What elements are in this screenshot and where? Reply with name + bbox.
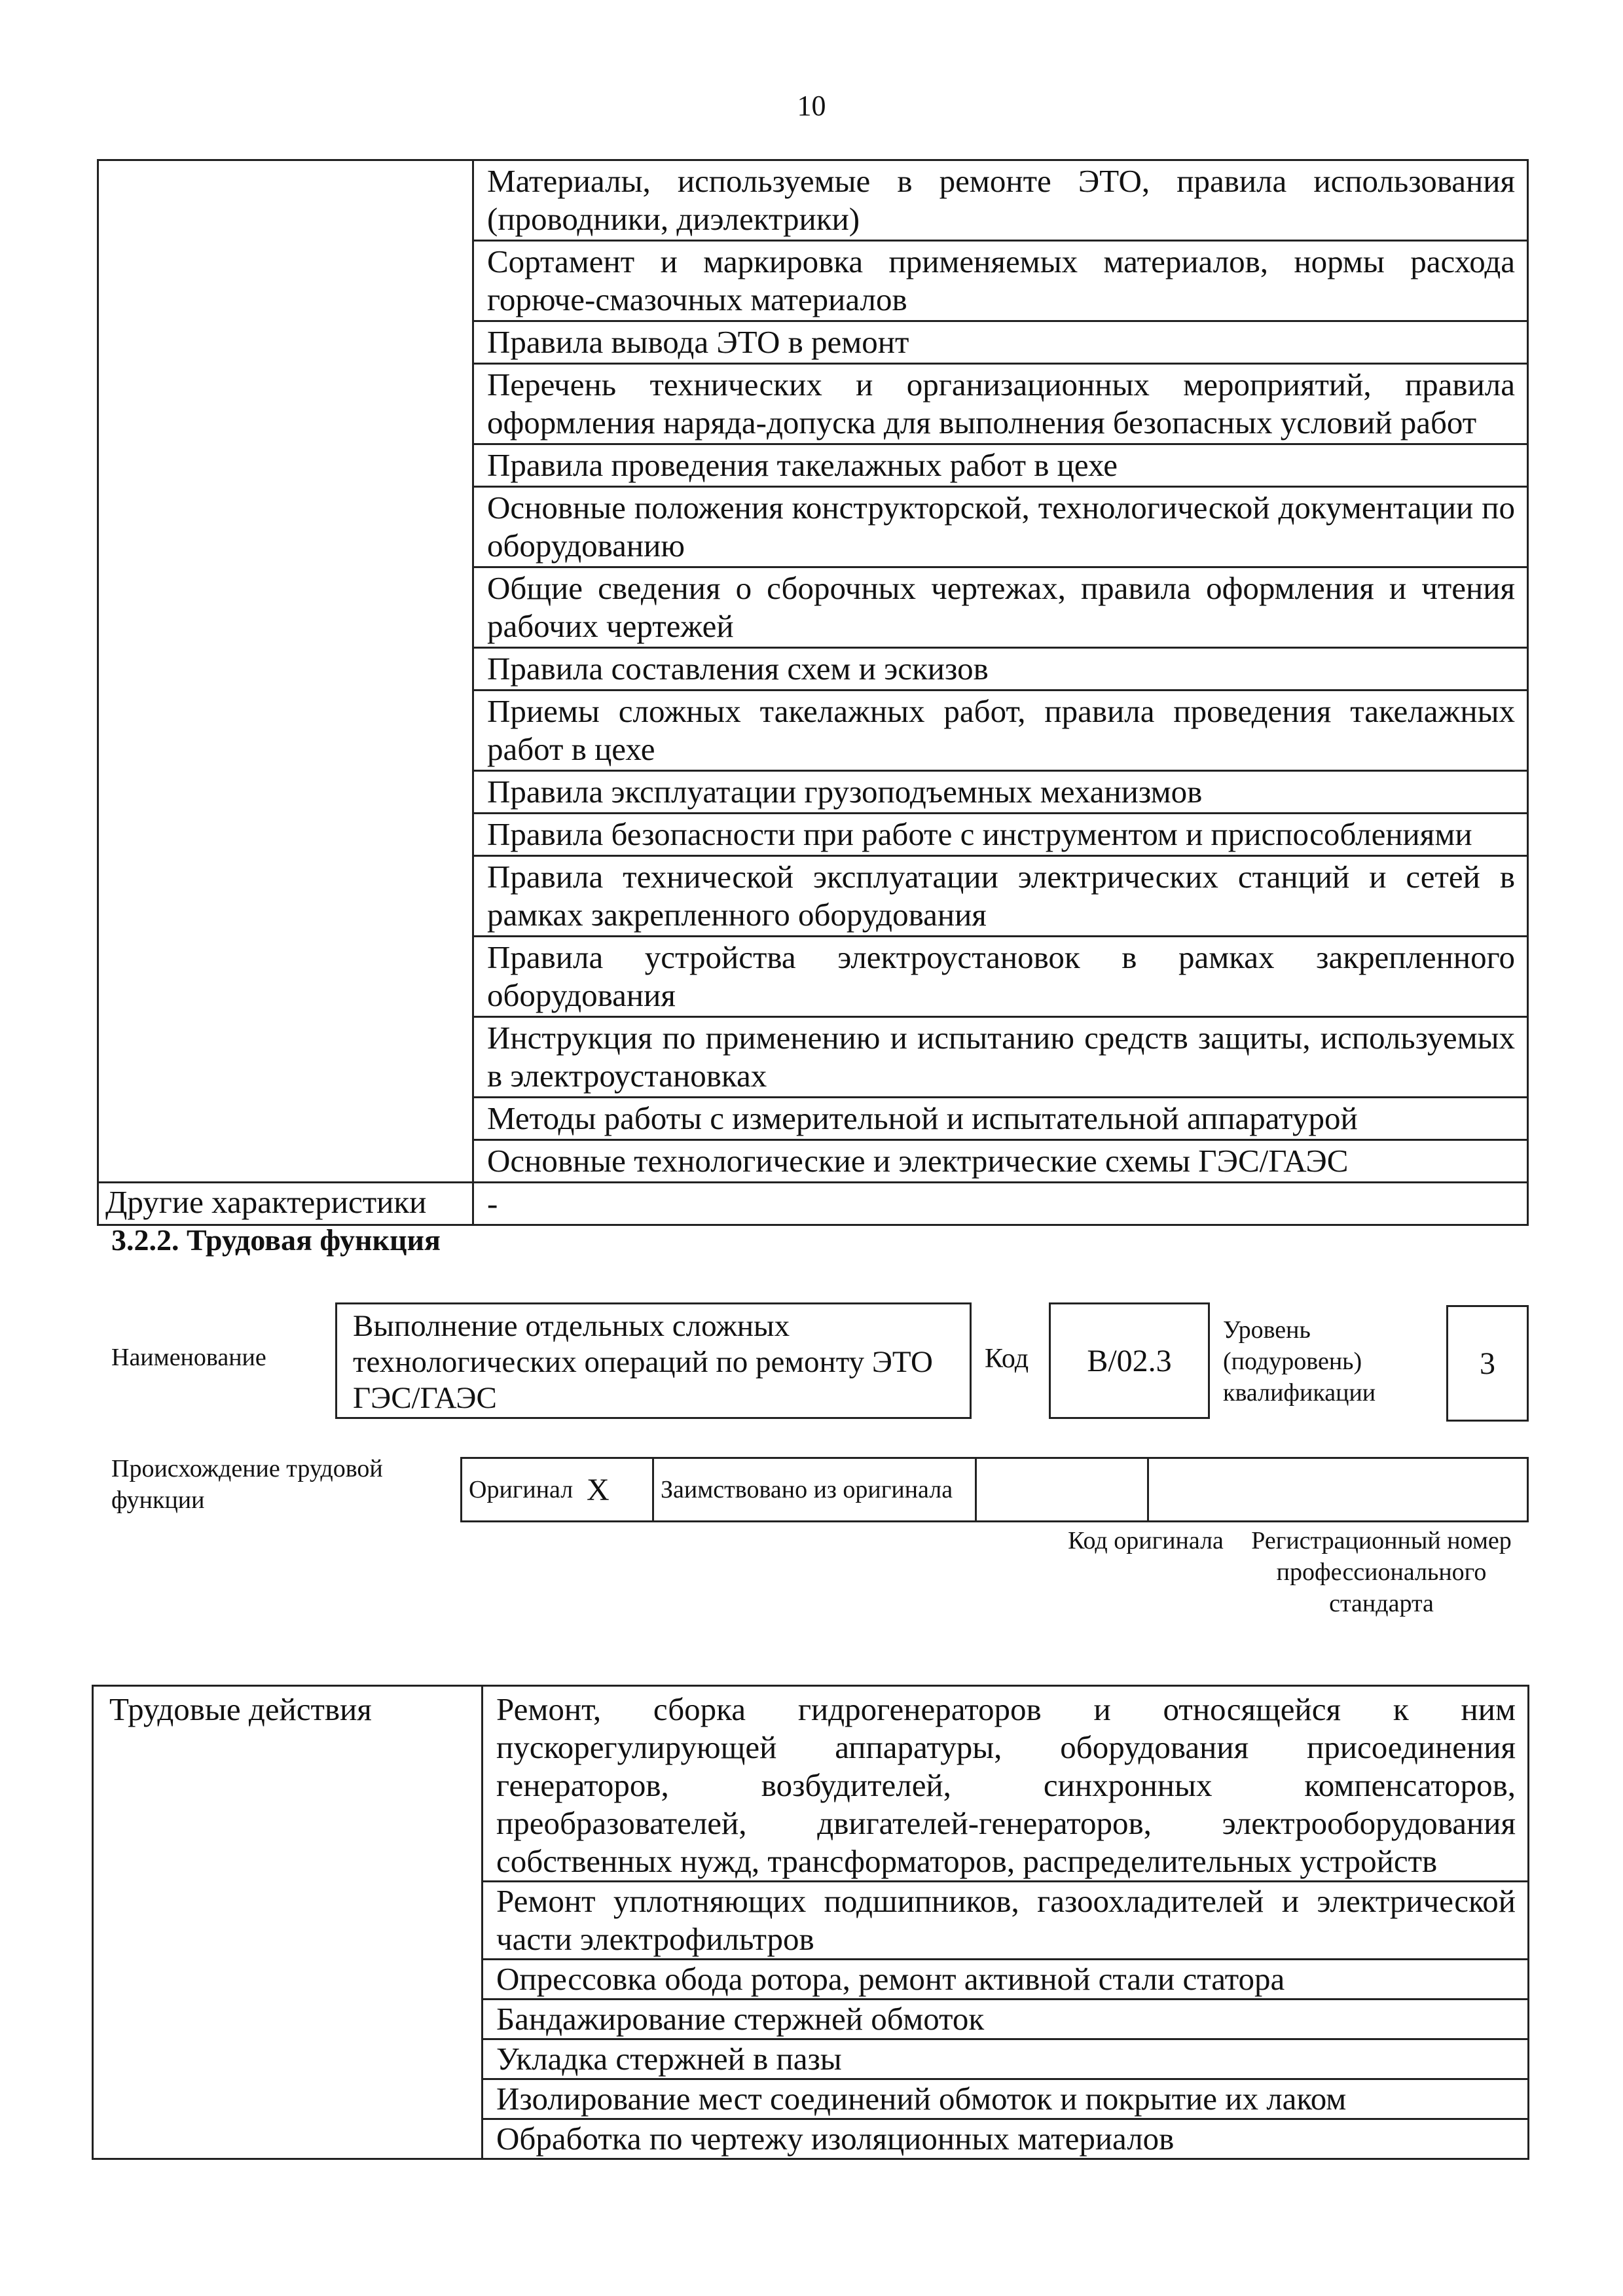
other-characteristics-value: - <box>473 1183 1528 1225</box>
labor-action-item: Ремонт уплотняющих подшипников, газоохладителей и электрической части электрофильтров <box>483 1882 1529 1960</box>
page-number: 10 <box>797 90 826 122</box>
borrowed-label: Заимствовано из оригинала <box>653 1458 976 1522</box>
labor-actions-table <box>92 1685 1529 2160</box>
labor-action-item: Опрессовка обода ротора, ремонт активной стали статора <box>483 1960 1529 2000</box>
level-label-line-1: Уровень <box>1223 1316 1311 1344</box>
knowledge-item: Приемы сложных такелажных работ, правила проведения такелажных работ в цехе <box>473 691 1528 771</box>
original-mark: X <box>580 1458 653 1522</box>
knowledge-item: Правила безопасности при работе с инструментом и приспособлениями <box>473 814 1528 856</box>
knowledge-item: Общие сведения о сборочных чертежах, правила оформления и чтения рабочих чертежей <box>473 567 1528 648</box>
knowledge-item: Правила вывода ЭТО в ремонт <box>473 321 1528 364</box>
original-label: Оригинал <box>462 1458 581 1522</box>
labor-action-item: Укладка стержней в пазы <box>483 2039 1529 2079</box>
labor-action-item: Изолирование мест соединений обмоток и покрытие их лаком <box>483 2079 1529 2119</box>
knowledge-table <box>97 159 1529 1226</box>
qualification-level-box: 3 <box>1446 1305 1529 1422</box>
name-label: Наименование <box>111 1344 266 1371</box>
knowledge-row <box>98 160 1528 241</box>
knowledge-item: Правила проведения такелажных работ в цехе <box>473 444 1528 487</box>
labor-action-item: Ремонт, сборка гидрогенераторов и относящейся к ним пускорегулирующей аппаратуры, оборудования присоединения генераторов, возбудителей, синхронных компенсаторов, преобразователей, двигателей-генераторов, электрооборудования собственных нужд, трансформаторов, распределительных устройств <box>483 1686 1529 1882</box>
origin-table <box>460 1457 1529 1522</box>
knowledge-item: Основные положения конструкторской, технологической документации по оборудованию <box>473 487 1528 567</box>
function-name-box: Выполнение отдельных сложных технологических операций по ремонту ЭТО ГЭС/ГАЭС <box>335 1302 972 1419</box>
knowledge-item: Инструкция по применению и испытанию средств защиты, используемых в электроустановках <box>473 1017 1528 1098</box>
labor-action-item: Бандажирование стержней обмоток <box>483 2000 1529 2039</box>
knowledge-item: Перечень технических и организационных мероприятий, правила оформления наряда-допуска для выполнения безопасных условий работ <box>473 364 1528 444</box>
other-characteristics-label: Другие характеристики <box>98 1183 473 1225</box>
registration-number-caption: Регистрационный номер профессионального стандарта <box>1251 1527 1512 1617</box>
code-label: Код <box>985 1344 1029 1374</box>
section-heading: 3.2.2. Трудовая функция <box>111 1223 441 1257</box>
function-code-box: В/02.3 <box>1049 1302 1210 1419</box>
knowledge-item: Правила эксплуатации грузоподъемных механизмов <box>473 771 1528 814</box>
knowledge-item: Правила технической эксплуатации электрических станций и сетей в рамках закрепленного оборудования <box>473 856 1528 937</box>
level-label-line-3: квалификации <box>1223 1379 1376 1407</box>
knowledge-item: Материалы, используемые в ремонте ЭТО, правила использования (проводники, диэлектрики) <box>473 160 1528 241</box>
knowledge-item: Сортамент и маркировка применяемых материалов, нормы расхода горюче-смазочных материалов <box>473 241 1528 321</box>
knowledge-item: Методы работы с измерительной и испытательной аппаратурой <box>473 1098 1528 1140</box>
knowledge-item: Основные технологические и электрические схемы ГЭС/ГАЭС <box>473 1140 1528 1183</box>
knowledge-label-cell <box>98 160 473 1183</box>
labor-action-row <box>93 1686 1529 1882</box>
qualification-level-label <box>1223 1314 1376 1408</box>
level-label-line-2: (подуровень) <box>1223 1348 1362 1375</box>
labor-actions-label: Трудовые действия <box>93 1686 483 2159</box>
original-code-caption: Код оригинала <box>1068 1527 1224 1554</box>
origin-label: Происхождение трудовой функции <box>111 1455 383 1514</box>
other-characteristics-row <box>98 1183 1528 1225</box>
knowledge-item: Правила составления схем и эскизов <box>473 648 1528 691</box>
registration-number-cell <box>1148 1458 1528 1522</box>
knowledge-item: Правила устройства электроустановок в рамках закрепленного оборудования <box>473 937 1528 1017</box>
labor-action-item: Обработка по чертежу изоляционных материалов <box>483 2119 1529 2159</box>
original-code-cell <box>976 1458 1148 1522</box>
